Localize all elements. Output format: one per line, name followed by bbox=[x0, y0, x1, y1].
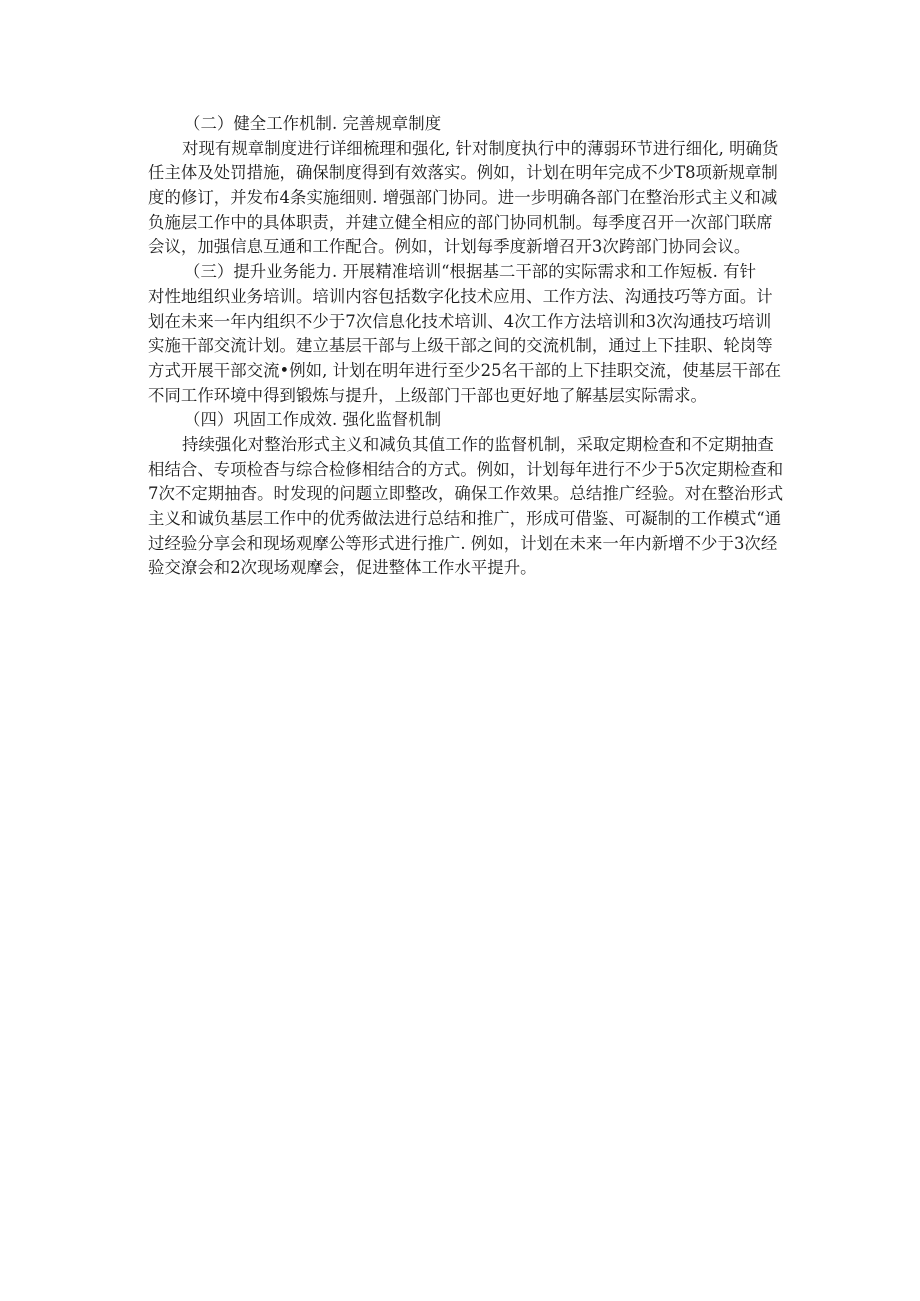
document-body bbox=[148, 112, 788, 581]
paragraph-line: 过经验分享会和现场观摩公等形式进行推广. 例如，计划在未来一年内新增不少于3次经 bbox=[148, 533, 778, 553]
section-heading-2: （二）健全工作机制. 完善规章制度 bbox=[184, 114, 442, 133]
paragraph-line: 不同工作环境中得到锻炼与提升，上级部门干部也更好地了解基层实际需求。 bbox=[148, 385, 707, 405]
paragraph-line: 会议，加强信息互通和工作配合。例如，计划每季度新增召开3次跨部门协同会议。 bbox=[148, 237, 751, 257]
paragraph-line: 相结合、专项检杳与综合检修相结合的方式。例如，计划每年进行不少于5次定期检查和 bbox=[148, 459, 784, 479]
section-heading-3: （三）提升业务能力. 开展精准培训“根据基二干部的实际需求和工作短板. 有针 bbox=[184, 262, 757, 282]
paragraph-line: 负施层工作中的具体职责，并建立健全相应的部门协同机制。每季度召开一次部门联席 bbox=[148, 212, 773, 232]
paragraph-line: 实施干部交流计划。建立基层干部与上级干部之间的交流机制，通过上下挂职、轮岗等 bbox=[148, 336, 773, 356]
paragraph-line: 7次不定期抽杳。时发现的问题立即整改，确保工作效果。总结推广经验。对在整治形式 bbox=[148, 484, 784, 504]
paragraph-line: 主义和诚负基层工作中的优秀做法进行总结和推广，形成可借鉴、可凝制的工作模式“通 bbox=[148, 509, 782, 528]
paragraph-line: 任主体及处罚措施，确保制度得到有效落实。例如，计划在明年完成不少T8项新规章制 bbox=[148, 163, 778, 183]
paragraph-line: 方式开展干部交流•例如, 计划在明年进行至少25名干部的上下挂职交流，使基层干部在 bbox=[148, 360, 782, 380]
section-heading-4: （四）巩固工作成效. 强化监督机制 bbox=[184, 410, 442, 430]
paragraph-line: 划在未来一年内组织不少于7次信息化技术培训、4次工作方法培训和3次沟通技巧培训 bbox=[148, 311, 772, 331]
paragraph-line: 验交潦会和2次现场观摩会，促进整体工作水平提升。 bbox=[148, 558, 537, 578]
paragraph-line: 度的修订，并发布4条实施细则. 增强部门协同。进一步明确各部门在整治形式主义和减 bbox=[148, 188, 778, 208]
paragraph-line: 对现有规章制度进行详细梳理和强化, 针对制度执行中的薄弱环节进行细化, 明确货 bbox=[182, 138, 779, 158]
paragraph-line: 对性地组织业务培训。培训内容包括数字化技术应用、工作方法、沟通技巧等方面。计 bbox=[148, 286, 773, 306]
paragraph-line: 持续强化对整治形式主义和减负其值工作的监督机制，采取定期检查和不定期抽查 bbox=[182, 434, 774, 454]
